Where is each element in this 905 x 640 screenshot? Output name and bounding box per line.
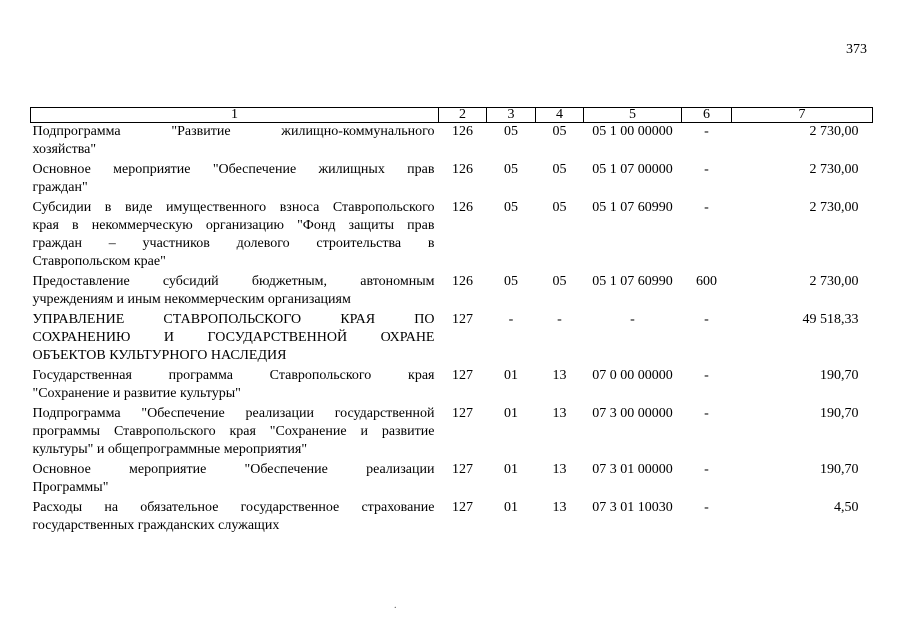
table-row [31,311,873,367]
table-row [31,161,873,199]
header-col-4: 4 [536,108,584,123]
header-col-2: 2 [439,108,487,123]
row-cell-c6: - [704,368,709,383]
row-cell-c4: - [557,312,562,327]
row-cell-c3: 01 [504,500,518,515]
row-cell-c5: - [630,312,635,327]
row-name-line: края в некоммерческую организацию "Фонд защиты прав [32,218,435,233]
row-cell-c5: 05 1 07 00000 [592,162,673,177]
page-number: 373 [846,42,867,57]
row-cell-c3: 05 [504,124,518,139]
header-col-3: 3 [487,108,536,123]
table-body [31,123,873,536]
table-row [31,367,873,405]
row-name-line: граждан" [32,180,88,195]
row-name-line: ОБЪЕКТОВ КУЛЬТУРНОГО НАСЛЕДИЯ [32,348,287,363]
table-row [31,199,873,273]
table-row [31,123,873,162]
row-name-line: граждан – участников долевого строительства в [32,236,435,251]
row-name-cell [31,161,439,199]
row-cell-c6: - [704,406,709,421]
row-name-line: учреждениям и иным некоммерческим организациям [32,292,351,307]
row-cell-c2: 126 [452,124,473,139]
row-cell-c6: - [704,312,709,327]
row-cell-c5: 07 3 01 00000 [592,462,673,477]
row-cell-c4: 05 [552,124,567,139]
row-cell-c4: 05 [552,200,567,215]
row-cell-c2: 127 [452,368,473,383]
row-cell-c5: 05 1 07 60990 [592,274,673,289]
row-name-line: Программы" [32,480,109,495]
row-cell-c6: - [704,200,709,215]
row-name-cell [31,123,439,162]
row-cell-c2: 126 [452,274,473,289]
row-cell-c3: 01 [504,462,518,477]
header-col-5: 5 [584,108,682,123]
row-cell-c6: - [704,462,709,477]
row-cell-c7: 2 730,00 [809,200,859,215]
row-cell-c6: 600 [696,274,717,289]
row-cell-c5: 07 3 01 10030 [592,500,673,515]
row-cell-c4: 05 [552,274,567,289]
row-name-line: Государственная программа Ставропольского края [32,368,435,383]
row-cell-c3: - [508,312,514,327]
row-cell-c3: 05 [504,200,518,215]
row-name-line: Подпрограмма "Обеспечение реализации государственной [32,406,435,421]
header-row [31,108,873,123]
row-name-line: Основное мероприятие "Обеспечение реализации [32,462,435,477]
row-cell-c4: 05 [552,162,567,177]
row-cell-c7: 190,70 [820,462,859,477]
row-name-line: культуры" и общепрограммные мероприятия" [32,442,308,457]
row-cell-c5: 07 3 00 00000 [592,406,673,421]
row-cell-c7: 190,70 [820,368,859,383]
row-cell-c3: 01 [504,368,518,383]
row-cell-c2: 126 [452,200,473,215]
row-cell-c4: 13 [552,500,567,515]
footer-mark: . [394,600,397,611]
row-cell-c4: 13 [552,406,567,421]
header-col-7: 7 [732,108,873,123]
row-cell-c2: 127 [452,462,473,477]
table-row [31,273,873,311]
row-name-line: Ставропольском крае" [32,254,166,269]
row-cell-c5: 05 1 07 60990 [592,200,673,215]
row-name-line: Подпрограмма "Развитие жилищно-коммунального [32,124,435,139]
row-name-line: программы Ставропольского края "Сохранение и развитие [32,424,435,439]
row-name-line: государственных гражданских служащих [32,518,280,533]
row-cell-c7: 190,70 [820,406,859,421]
row-name-cell [31,367,439,405]
row-name-line: Основное мероприятие "Обеспечение жилищных прав [32,162,435,177]
table-row [31,405,873,461]
row-cell-c3: 05 [504,162,518,177]
row-name-line: УПРАВЛЕНИЕ СТАВРОПОЛЬСКОГО КРАЯ ПО [32,312,435,327]
row-cell-c5: 07 0 00 00000 [592,368,673,383]
budget-table [30,107,873,535]
row-cell-c3: 05 [504,274,518,289]
row-cell-c6: - [704,124,709,139]
header-col-6: 6 [682,108,732,123]
row-cell-c7: 49 518,33 [802,312,859,327]
row-cell-c2: 126 [452,162,473,177]
header-col-1: 1 [31,108,439,123]
row-cell-c2: 127 [452,500,473,515]
row-cell-c6: - [704,500,709,515]
row-name-cell [31,273,439,311]
row-cell-c7: 2 730,00 [809,274,859,289]
row-name-line: Расходы на обязательное государственное страхование [32,500,435,515]
row-name-cell [31,405,439,461]
row-cell-c4: 13 [552,368,567,383]
row-name-cell [31,199,439,273]
row-name-line: Субсидии в виде имущественного взноса Ставропольского [32,200,435,215]
row-cell-c7: 4,50 [834,500,859,515]
row-cell-c7: 2 730,00 [809,162,859,177]
row-name-line: СОХРАНЕНИЮ И ГОСУДАРСТВЕННОЙ ОХРАНЕ [32,330,435,345]
row-name-line: "Сохранение и развитие культуры" [32,386,241,401]
row-name-cell [31,499,439,535]
table-row [31,499,873,535]
row-name-line: хозяйства" [32,142,97,157]
table-row [31,461,873,499]
row-name-cell [31,311,439,367]
row-cell-c6: - [704,162,709,177]
row-name-cell [31,461,439,499]
row-cell-c4: 13 [552,462,567,477]
row-cell-c3: 01 [504,406,518,421]
row-cell-c7: 2 730,00 [809,124,859,139]
table-header [31,108,873,123]
row-cell-c2: 127 [452,312,473,327]
row-cell-c2: 127 [452,406,473,421]
row-cell-c5: 05 1 00 00000 [592,124,673,139]
row-name-line: Предоставление субсидий бюджетным, автономным [32,274,435,289]
